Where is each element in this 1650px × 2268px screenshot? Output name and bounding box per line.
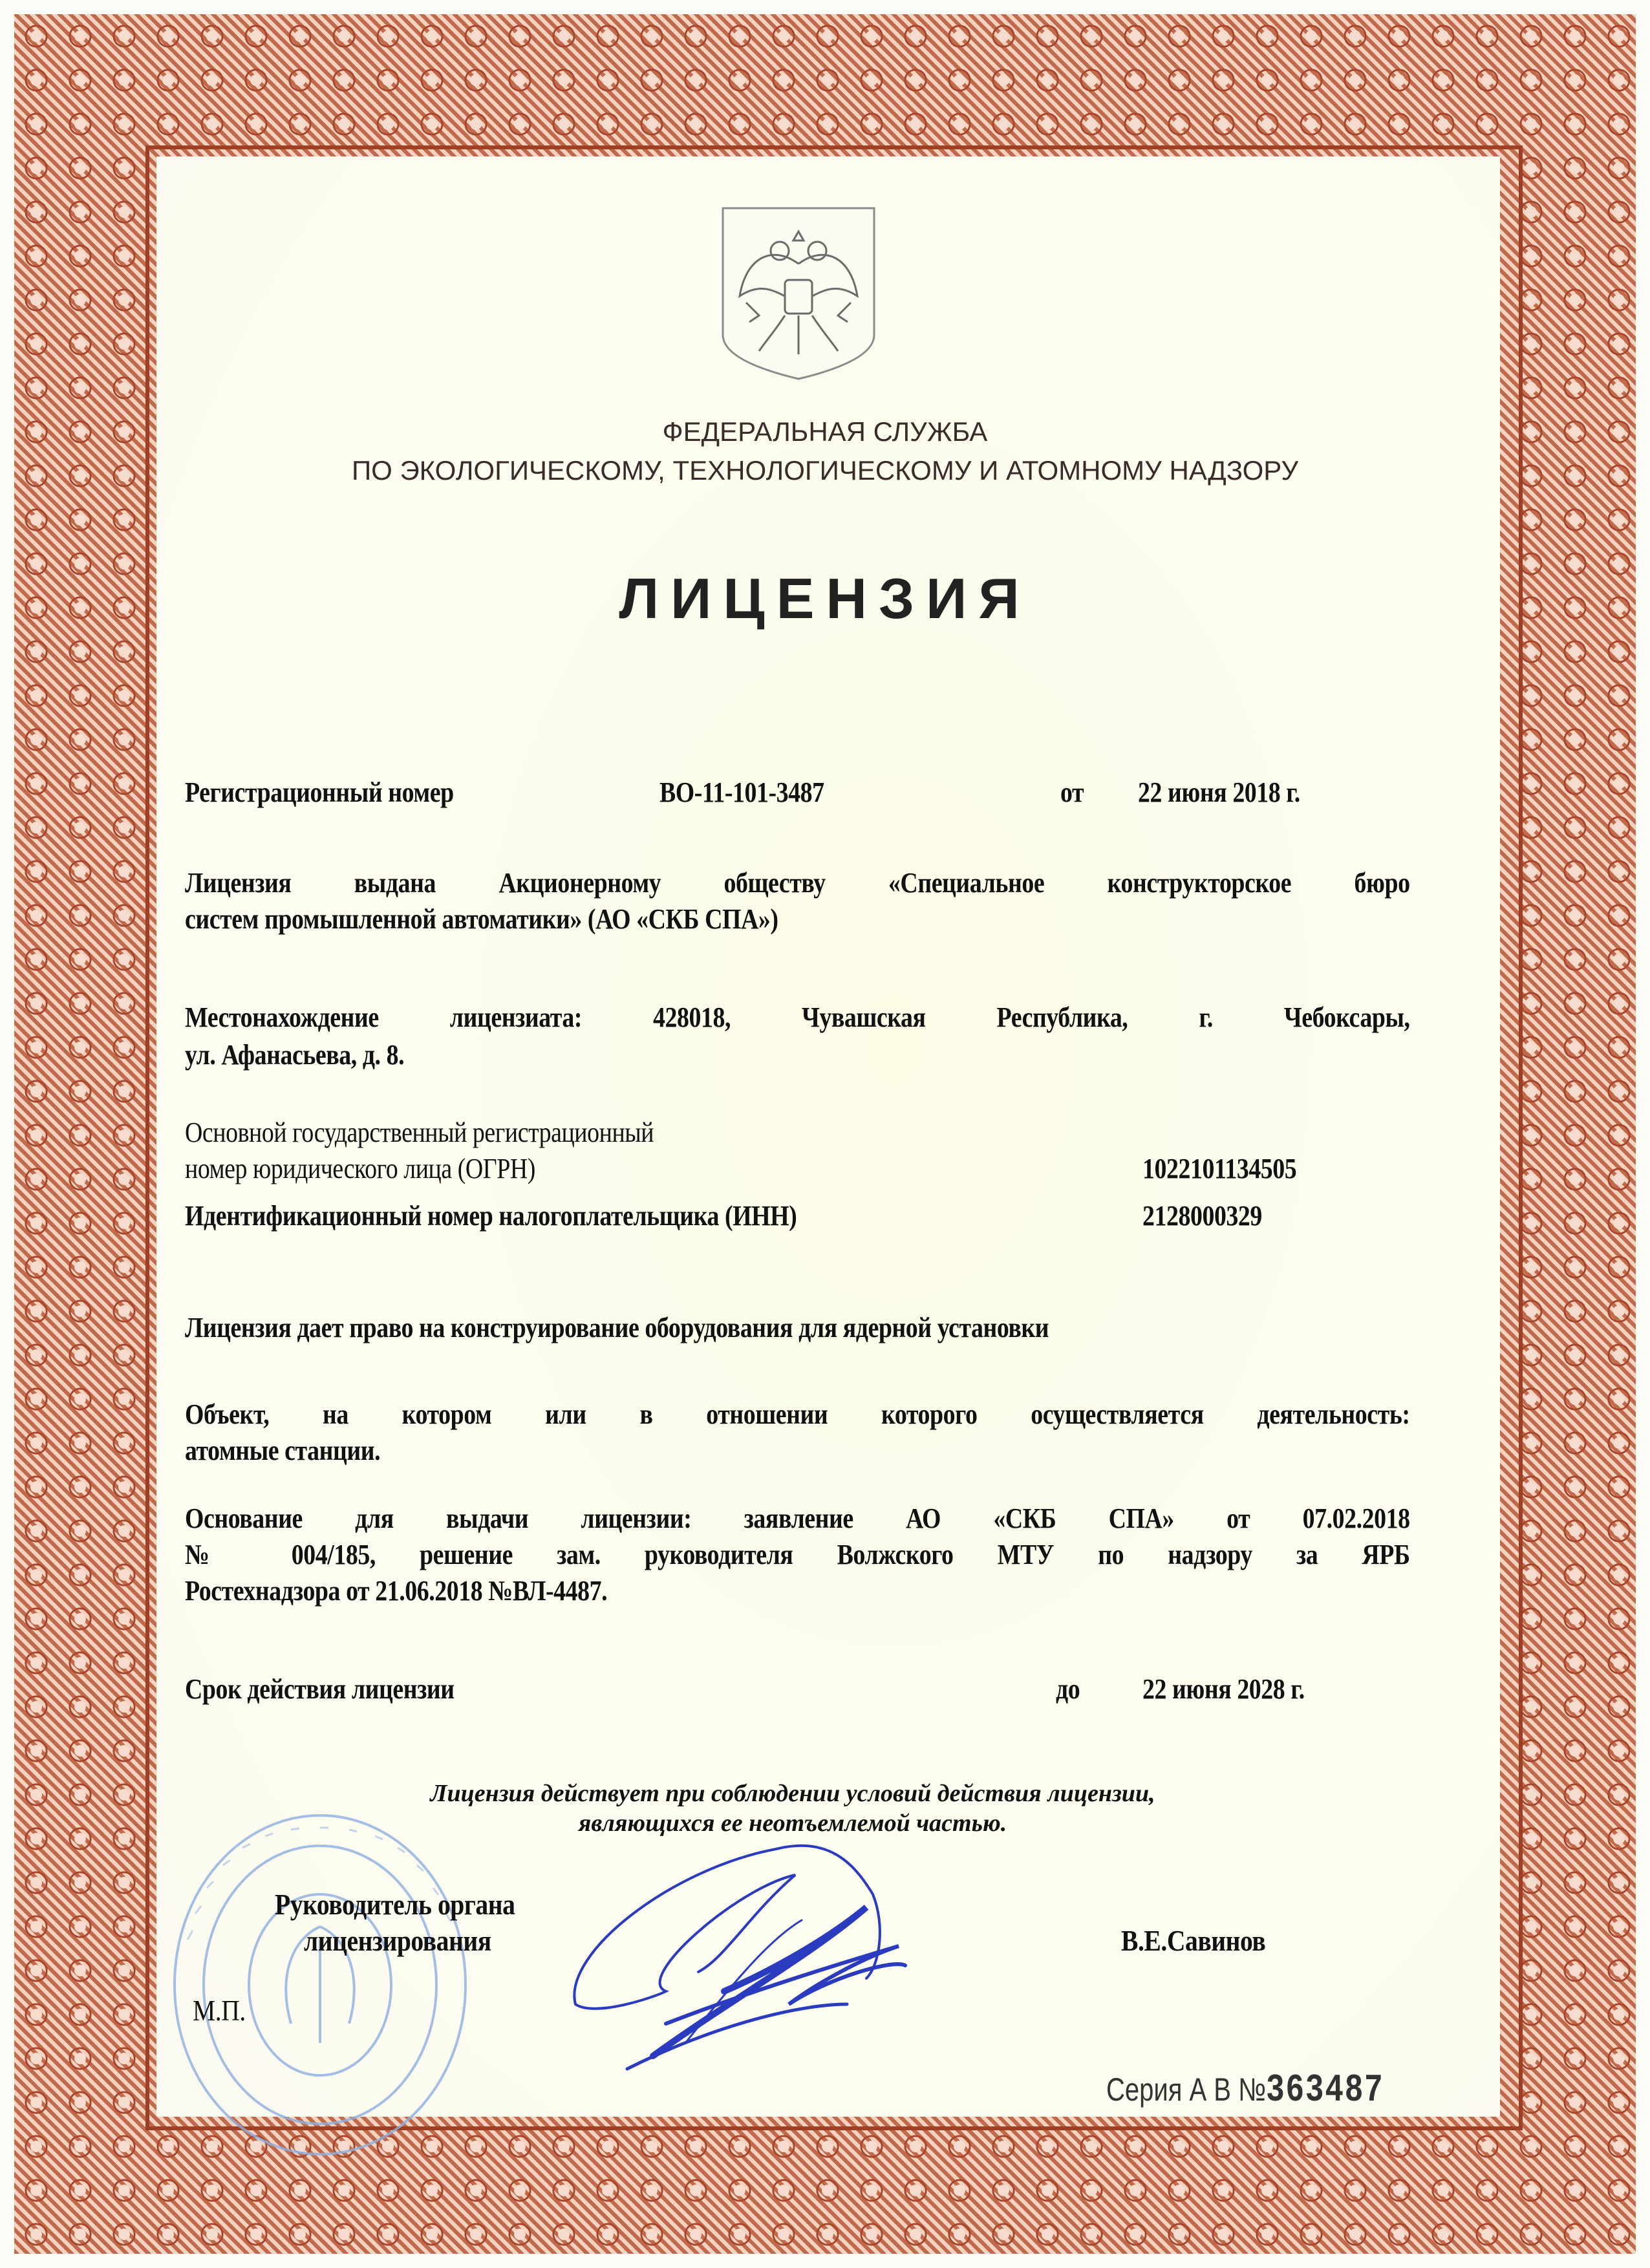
registration-date: 22 июня 2018 г. <box>1138 776 1300 808</box>
licensed-activity: Лицензия дает право на конструирование оборудования для ядерной установки <box>185 1312 1049 1343</box>
signatory-name: В.Е.Савинов <box>1121 1924 1266 1957</box>
ogrn-label-line2: номер юридического лица (ОГРН) <box>185 1153 535 1184</box>
agency-name-line1: ФЕДЕРАЛЬНАЯ СЛУЖБА <box>662 416 988 447</box>
location-line1: Местонахождение лицензиата: 428018, Чувашская Республика, г. Чебоксары, <box>185 1001 1410 1033</box>
coat-of-arms-emblem <box>720 206 877 381</box>
agency-name-line2: ПО ЭКОЛОГИЧЕСКОМУ, ТЕХНОЛОГИЧЕСКОМУ И АТОМНОМУ НАДЗОРУ <box>351 455 1299 486</box>
validity-label: Срок действия лицензии <box>185 1673 455 1705</box>
inn-label: Идентификационный номер налогоплательщика (ИНН) <box>185 1200 797 1232</box>
series-number: 363487 <box>1266 2069 1384 2113</box>
validity-until-label: до <box>1056 1673 1080 1705</box>
inn-value: 2128000329 <box>1142 1200 1262 1232</box>
object-line1: Объект, на котором или в отношении которого осуществляется деятельность: <box>185 1398 1410 1430</box>
signatory-title-line1: Руководитель органа <box>275 1888 515 1921</box>
document-title: ЛИЦЕНЗИЯ <box>619 566 1031 630</box>
signatory-title-line2: лицензирования <box>304 1924 491 1957</box>
registration-label: Регистрационный номер <box>185 776 454 808</box>
registration-number: ВО-11-101-3487 <box>659 776 824 808</box>
ogrn-label-line1: Основной государственный регистрационный <box>185 1117 654 1148</box>
basis-line1: Основание для выдачи лицензии: заявление АО «СКБ СПА» от 07.02.2018 <box>185 1503 1410 1534</box>
object-line2: атомные станции. <box>185 1435 381 1466</box>
issued-to-line1: Лицензия выдана Акционерному обществу «Специальное конструкторское бюро <box>185 867 1410 899</box>
conditions-line2: являющихся ее неотъемлемой частью. <box>578 1810 1007 1837</box>
location-line2: ул. Афанасьева, д. 8. <box>185 1039 405 1071</box>
basis-line2: № 004/185, решение зам. руководителя Волжского МТУ по надзору за ЯРБ <box>185 1539 1410 1570</box>
form-series <box>1106 2069 1384 2113</box>
registration-from-label: от <box>1060 776 1084 808</box>
validity-date: 22 июня 2028 г. <box>1142 1673 1305 1705</box>
basis-line3: Ростехнадзора от 21.06.2018 №ВЛ-4487. <box>185 1575 608 1607</box>
conditions-line1: Лицензия действует при соблюдении условий действия лицензии, <box>430 1780 1155 1807</box>
issued-to-line2: систем промышленной автоматики» (АО «СКБ СПА») <box>185 903 778 935</box>
official-stamp <box>162 1810 478 2159</box>
handwritten-signature <box>556 1810 1086 2095</box>
ogrn-value: 1022101134505 <box>1142 1153 1297 1184</box>
series-label: Серия А В № <box>1106 2071 1266 2108</box>
seal-label: М.П. <box>193 1994 246 2027</box>
